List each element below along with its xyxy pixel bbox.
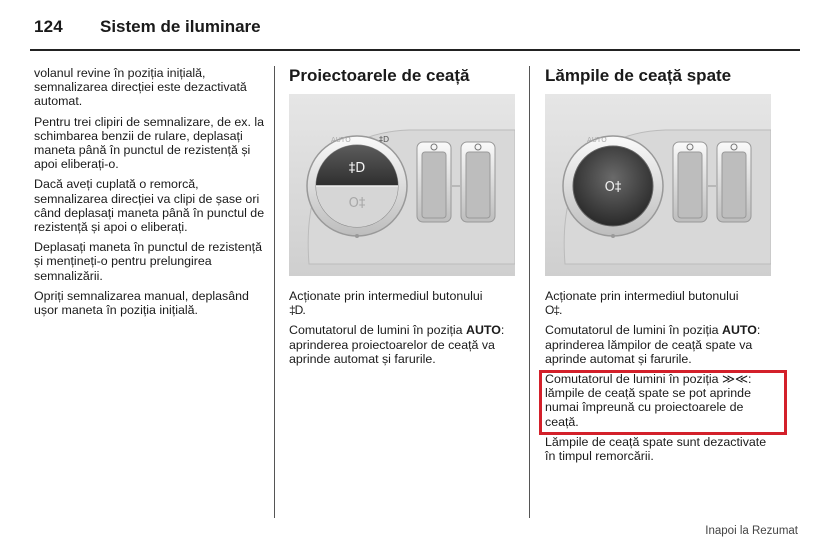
paragraph: Pentru trei clipiri de semnalizare, de ex. la schimbarea benzii de rulare, deplasați maneta până în punctul de rezistență și apoi eliberați-o. (34, 114, 265, 172)
section-front-fog (289, 66, 517, 372)
paragraph: Dacă aveți cuplată o remorcă, semnalizarea direcției va clipi de șase ori când deplasați maneta până în punctul de rezistență și apoi o eliberați. (34, 177, 265, 235)
column-divider (274, 66, 275, 518)
paragraph-auto: Comutatorul de lumini în poziția AUTO: aprinderea proiectoarelor de ceață va aprinde automat și farurile. (289, 323, 505, 366)
paragraph: volanul revine în poziția inițială, semnalizarea direcției este dezactivată automat. (34, 66, 247, 109)
highlight-box (539, 370, 787, 435)
section-title: Lămpile de ceață spate (545, 66, 732, 85)
svg-text:O‡: O‡ (604, 180, 622, 195)
paragraph-parking-position: Comutatorul de lumini în poziția ≫≪: lămpile de ceață spate se pot aprinde numai împreună cu proiectoarele de ceață. (545, 372, 752, 429)
svg-text:‡D: ‡D (348, 161, 366, 176)
column-divider (529, 66, 530, 518)
svg-text:AUTO: AUTO (331, 136, 351, 144)
paragraph-button: Acționate prin intermediul butonului ‡D. (289, 289, 483, 318)
page-number: 124 (34, 17, 63, 36)
chapter-title: Sistem de iluminare (100, 17, 261, 36)
rear-fog-switch-image (545, 94, 771, 276)
header-rule (30, 49, 800, 51)
paragraph-towing: Lămpile de ceață spate sunt dezactivate în timpul remorcării. (545, 434, 767, 464)
column-turn-signal-text (34, 66, 266, 323)
paragraph: Deplasați maneta în punctul de rezistență și mențineți-o pentru prelungirea semnalizării. (34, 240, 262, 283)
paragraph-button: Acționate prin intermediul butonului O‡. (545, 289, 739, 318)
rear-fog-icon: O‡ (545, 303, 560, 318)
parking-light-icon: ≫≪ (722, 372, 748, 387)
back-to-summary-link[interactable]: Inapoi la Rezumat (705, 525, 798, 537)
section-title: Proiectoarele de ceață (289, 66, 470, 85)
front-fog-icon: ‡D (289, 303, 303, 318)
svg-text:AUTO: AUTO (587, 136, 607, 144)
paragraph: Opriți semnalizarea manual, deplasând ușor maneta în poziția inițială. (34, 288, 249, 318)
svg-text:O‡: O‡ (348, 196, 366, 211)
page-header (0, 0, 820, 52)
paragraph-auto: Comutatorul de lumini în poziția AUTO: aprinderea lămpilor de ceață spate va aprinde automat și farurile. (545, 323, 761, 366)
svg-text:‡D: ‡D (379, 135, 390, 144)
front-fog-switch-image (289, 94, 515, 276)
